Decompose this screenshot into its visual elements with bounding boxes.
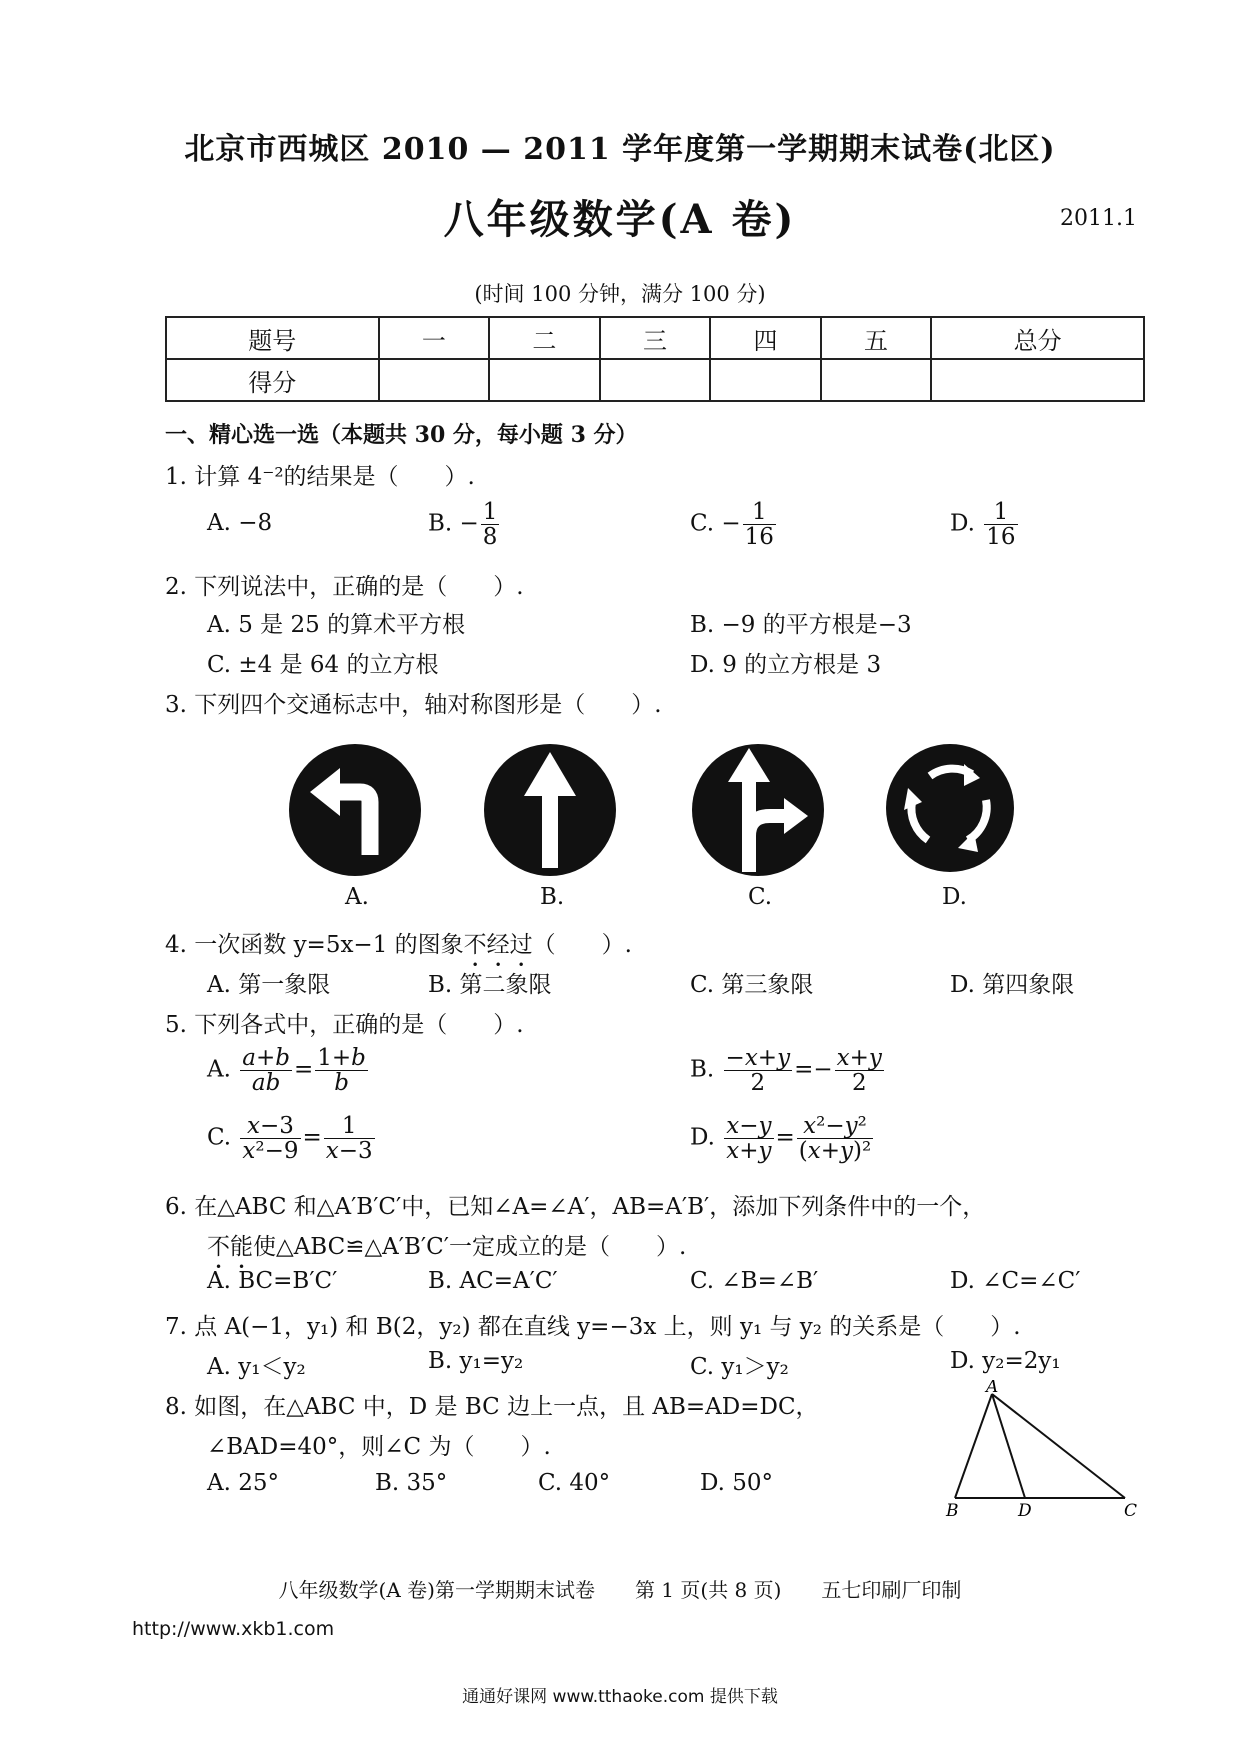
q4-option-c: C. 第三象限 [690, 972, 814, 998]
exam-duration: (时间 100 分钟，满分 100 分) [474, 282, 766, 306]
q5-stem: 5. 下列各式中，正确的是（ ）. [165, 1012, 524, 1038]
q1-option-c [690, 500, 778, 549]
q4-option-a: A. 第一象限 [207, 972, 331, 998]
vertex-label-b: B [946, 1501, 959, 1520]
q6-stem-line1: 6. 在△ABC 和△A′B′C′中，已知∠A=∠A′，AB=A′B′，添加下列条件中的一个， [165, 1194, 986, 1220]
q7-option-b: B. y₁=y₂ [428, 1348, 524, 1374]
score-table [165, 316, 1145, 402]
sign-left-turn-icon [289, 744, 421, 876]
q4-stem: 4. 一次函数 y=5x−1 的图象不经过（ ）. [165, 932, 632, 958]
score-cell: 得分 [166, 359, 379, 401]
fraction: $\frac{1}{8}$ [482, 499, 498, 551]
q5-option-c: C. $\frac{x-3}{\text{x²−9}}$ = $\frac{1}{x-3}$ [207, 1113, 373, 1165]
score-blank [710, 359, 821, 401]
exam-title: 北京市西城区 2010 — 2011 学年度第一学期期末试卷(北区) [184, 132, 1056, 167]
section-title: 一、精心选一选（本题共 30 分，每小题 3 分） [165, 422, 638, 448]
q2-option-a: A. 5 是 25 的算术平方根 [207, 612, 466, 638]
q8-option-a: A. 25° [207, 1470, 279, 1496]
q8-stem-line1: 8. 如图，在△ABC 中，D 是 BC 边上一点，且 AB=AD=DC， [165, 1394, 819, 1420]
sign-straight-or-right-icon [692, 744, 824, 876]
emphasis-text: 不经过 [463, 932, 533, 958]
score-blank [379, 359, 490, 401]
q6-stem-line2: 不能使△ABC≌△A′B′C′一定成立的是（ ）. [207, 1234, 687, 1260]
q1-b-label: B. − [428, 510, 479, 537]
score-cell: 题号 [166, 317, 379, 359]
q2-option-c: C. ±4 是 64 的立方根 [207, 652, 439, 678]
traffic-signs [280, 740, 1040, 890]
sign-label-c: C. [748, 884, 773, 910]
q8-stem-line2: ∠BAD=40°，则∠C 为（ ）. [207, 1434, 551, 1460]
q3-stem: 3. 下列四个交通标志中，轴对称图形是（ ）. [165, 692, 662, 718]
q2-option-d: D. 9 的立方根是 3 [690, 652, 882, 678]
score-blank [489, 359, 600, 401]
page-footer: 八年级数学(A 卷)第一学期期末试卷 第 1 页(共 8 页) 五七印刷厂印制 [278, 1578, 962, 1602]
score-table-score-row [166, 359, 1144, 401]
fraction: $\frac{1}{16}$ [744, 499, 774, 551]
score-cell: 四 [710, 317, 821, 359]
q7-stem: 7. 点 A(−1，y₁) 和 B(2，y₂) 都在直线 y=−3x 上，则 y₁ 与 y₂ 的关系是（ ）. [165, 1314, 1021, 1340]
q2-option-b: B. −9 的平方根是−3 [690, 612, 912, 638]
q5-option-a: A. $\frac{a+b}{ab}$ = $\frac{1+b}{b}$ [207, 1045, 366, 1097]
q6-option-b: B. AC=A′C′ [428, 1268, 558, 1294]
score-cell: 总分 [931, 317, 1144, 359]
q7-option-a: A. y₁＜y₂ [207, 1354, 306, 1380]
sign-label-d: D. [942, 884, 967, 910]
sign-label-b: B. [540, 884, 565, 910]
exam-date: 2011.1 [1060, 206, 1137, 231]
q6-option-c: C. ∠B=∠B′ [690, 1268, 819, 1294]
q1-option-a: A. −8 [207, 510, 273, 536]
q4-option-b: B. 第二象限 [428, 972, 552, 998]
q2-stem: 2. 下列说法中，正确的是（ ）. [165, 574, 524, 600]
vertex-label-c: C [1124, 1501, 1138, 1520]
q7-option-c: C. y₁＞y₂ [690, 1354, 789, 1380]
q8-option-b: B. 35° [375, 1470, 448, 1496]
emphasis-text: 不能 [207, 1234, 253, 1260]
q1-option-d [950, 500, 1020, 549]
exam-subject: 八年级数学(A 卷) [443, 196, 797, 243]
score-cell: 一 [379, 317, 490, 359]
sign-roundabout-icon [886, 744, 1014, 872]
fraction: $\frac{1}{16}$ [986, 499, 1016, 551]
q5-option-b: B. $\frac{-x+y}{2}$ =− $\frac{x+y}{2}$ [690, 1045, 882, 1097]
vertex-label-d: D [1018, 1501, 1032, 1520]
score-cell: 二 [489, 317, 600, 359]
q1-d-label: D. [950, 510, 975, 537]
score-table-header-row [166, 317, 1144, 359]
q5-option-d: D. $\frac{x-y}{x+y}$ = $\frac{\text{x²−y²}}{\text{(x+y)²}}$ [690, 1113, 872, 1165]
q8-option-d: D. 50° [700, 1470, 774, 1496]
q1-option-b [428, 500, 501, 549]
q8-option-c: C. 40° [538, 1470, 611, 1496]
q7-option-d: D. y₂=2y₁ [950, 1348, 1061, 1374]
q6-option-a: A. BC=B′C′ [207, 1268, 338, 1294]
q6-option-d: D. ∠C=∠C′ [950, 1268, 1081, 1294]
sign-label-a: A. [345, 884, 369, 910]
q1-stem: 1. 计算 4⁻²的结果是（ ）. [165, 464, 475, 490]
sign-straight-ahead-icon [484, 744, 616, 876]
score-cell: 五 [821, 317, 932, 359]
source-url: http://www.xkb1.com [132, 1618, 335, 1640]
q1-c-label: C. − [690, 510, 741, 537]
score-blank [931, 359, 1144, 401]
score-cell: 三 [600, 317, 711, 359]
q4-option-d: D. 第四象限 [950, 972, 1075, 998]
score-blank [600, 359, 711, 401]
download-note: 通通好课网 www.tthaoke.com 提供下载 [462, 1687, 778, 1707]
triangle-figure [940, 1380, 1140, 1520]
score-blank [821, 359, 932, 401]
vertex-label-a: A [986, 1380, 999, 1397]
